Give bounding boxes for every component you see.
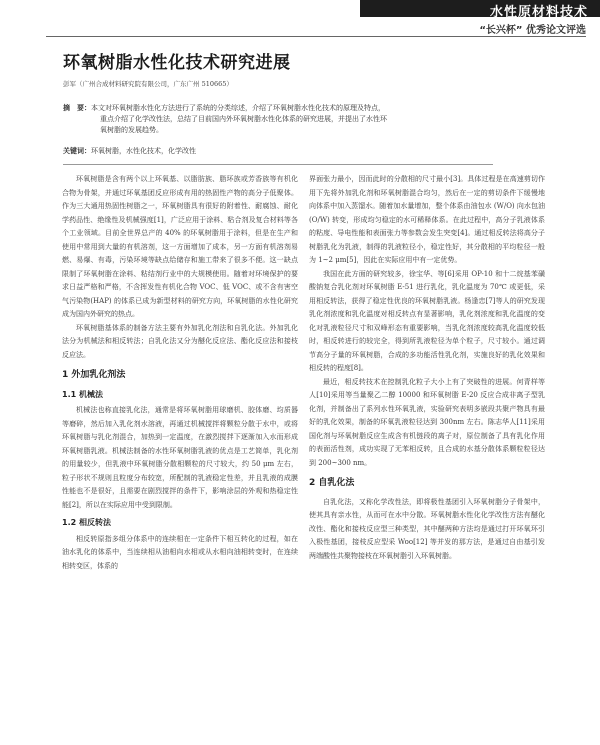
header-section-title: 水性原材料技术	[489, 5, 588, 20]
abstract-divider	[63, 164, 493, 165]
abstract-line-2: 重点介绍了化学改性法，总结了目前国内外环氧树脂水性化体系的研究进展，并提出了水性环	[100, 115, 387, 123]
paragraph: 我国在此方面的研究较多，徐宝华、等[6]采用 OP-10 和十二烷基苯磺酸钠复合乳化剂对环氧树脂 E-51 进行乳化，乳化温度为 70℃ 或更低，采用相反转法，获得了稳定性优良的环氧树脂乳液。杨逢忠[7]等人的研究发现乳化剂浓度和乳化温度对相反转点有显著影响，乳化剂浓度和乳化温度的变化对乳液粒径尺寸和双峰形态有重要影响，当乳化剂浓度较高乳化温度较低时，相反转进行的较完全，得到所乳液粒径为单个粒子，尺寸较小。通过调节高分子量的环氧树脂，合成的多功能活性乳化剂，实施良好的乳化效果和相反转的程度[8]。	[309, 269, 545, 372]
article-title: 环氧树脂水性化技术研究进展	[63, 53, 291, 73]
paragraph: 界面张力最小，因而此时的分散相的尺寸最小[3]。具体过程是在高速剪切作用下先将外加乳化剂和环氧树脂混合均匀，然后在一定的剪切条件下缓慢地向体系中加入蒸馏水。随着加水量增加，整个体系由油包水 (W/O) 向水包油 (O/W) 转变，形成均匀稳定的水可稀释体系。在此过程中，高分子乳液体系的粘度、导电性能和表面张力等参数会发生突变[4]。通过相反转法将高分子树脂乳化为乳液，制得的乳液粒径小，稳定性好，其分散相的平均粒径一般为 1~2 μm[5]，因此在实际应用中有一定优势。	[309, 175, 545, 264]
header-section-bar	[360, 0, 600, 20]
section-heading-1: 1 外加乳化剂法	[62, 370, 126, 380]
subsection-heading-1-1: 1.1 机械法	[62, 389, 103, 399]
paragraph: 机械法也称直接乳化法，通常是将环氧树脂用球磨机、胶体磨、均质器等磨碎，然后加入乳化剂水溶液，再通过机械搅拌将颗粒分散于水中，或将环氧树脂与乳化剂混合，加热到一定温度，在激烈搅拌下逐渐加入水而形成环氧树脂乳液。机械法制备的水性环氧树脂乳液的优点是工艺简单，乳化剂的用量较少，但乳液中环氧树脂分散相颗粒的尺寸较大，约 50 μm 左右，粒子形状不规则且粒度分布较宽，所配制的乳液稳定性差，并且乳液的成膜性能也不是很好，且需要在剧烈搅拌的条件下，影响涂层的外观和热稳定性能[2]，所以在实际应用中受到限制。	[62, 406, 298, 509]
section-heading-2: 2 自乳化法	[309, 478, 355, 488]
abstract	[63, 103, 483, 136]
paragraph: 环氧树脂基体系的制备方法主要有外加乳化剂法和自乳化法。外加乳化法分为机械法和相反转法；自乳化法又分为醚化反应法、酯化反应法和接枝反应法。	[62, 323, 298, 359]
abstract-line-3: 氧树脂的发展趋势。	[100, 126, 163, 134]
paragraph: 相反转原指多组分体系中的连续相在一定条件下相互转化的过程，如在油水乳化的体系中，当连续相从油相向水相或从水相向油相转变时，在连续相转变区，体系的	[62, 534, 298, 570]
keywords	[63, 146, 196, 156]
paragraph: 自乳化法，又称化学改性法，即将极性基团引入环氧树脂分子骨架中，使其具有亲水性，从而可在水中分散。环氧树脂水性化化学改性方法有醚化改性、酯化和接枝反应型三种类型，其中醚两种方法均是通过打开环氧环引入极性基团，接枝反应型采 Woo[12] 等并发的那方法，是通过自由基引发两端酸性共聚物接枝在环氧树脂引入环氧树脂。	[309, 497, 545, 560]
top-divider	[46, 36, 586, 37]
abstract-label: 摘 要：	[63, 104, 91, 112]
abstract-line-1: 本文对环氧树脂水性化方法进行了系统的分类综述，介绍了环氧树脂水性化技术的原理及特点，	[91, 104, 385, 112]
subsection-heading-1-2: 1.2 相反转法	[62, 518, 111, 527]
article-author: 彭军（广州合成材料研究院有限公司，广东广州 510665）	[63, 80, 233, 88]
keywords-label: 关键词：	[63, 147, 91, 155]
paragraph: 最近，相反转技术在控制乳化粒子大小上有了突破性的进展。何青样等人[10]采用等当量聚乙二醇 10000 和环氧树脂 E-20 反应合成非离子型乳化剂，并制备出了系列水性环氧乳液，实验研究表明多嵌段共聚产物具有最好的乳化效果，制备的环氧乳液粒径达到 300nm 左右。陈志华人[11]采用国化剂与环氧树脂反应生成含有机链段的离子对，原位制备了具有乳化作用的表面活性剂，成功实现了无苯相反转，且合成的水基分散体系颗粒粒径达到 200~300 nm。	[309, 377, 545, 467]
left-column	[62, 173, 298, 573]
right-column	[309, 173, 545, 563]
paragraph: 环氧树脂是含有两个以上环氧基、以脂肪族、脂环族或芳香族等有机化合物为骨架，并通过环氧基团反应形成有用的热固性产物的高分子低聚体。作为三大通用热固性树脂之一，环氧树脂具有很好的附着性、耐腐蚀、耐化学药品性、绝缘性及机械强度[1]，广泛应用于涂料、粘合剂及复合材料等各个工业领域。目前全世界总产的 40% 的环氧树脂用于涂料，但是在生产和使用中常用到大量的有机溶剂，这一方面增加了成本，另一方面有机溶剂易燃、易爆、有毒，污染环境等缺点给储存和施工带来了很多不便。这一缺点限制了环氧树脂在涂料、粘结剂行业中的大规模使用。随着对环境保护的要求日益严格和严格，不含挥发性有机化合物 VOC、低 VOC、或不含有害空气污染物(HAP) 的体系已成为新型材料的研究方向，环氧树脂的水性化研究成为国内外研究的热点。	[62, 175, 298, 318]
keywords-text: 环氧树脂，水性化技术，化学改性	[91, 147, 196, 155]
header-subtitle: “长兴杯” 优秀论文评选	[479, 25, 586, 36]
